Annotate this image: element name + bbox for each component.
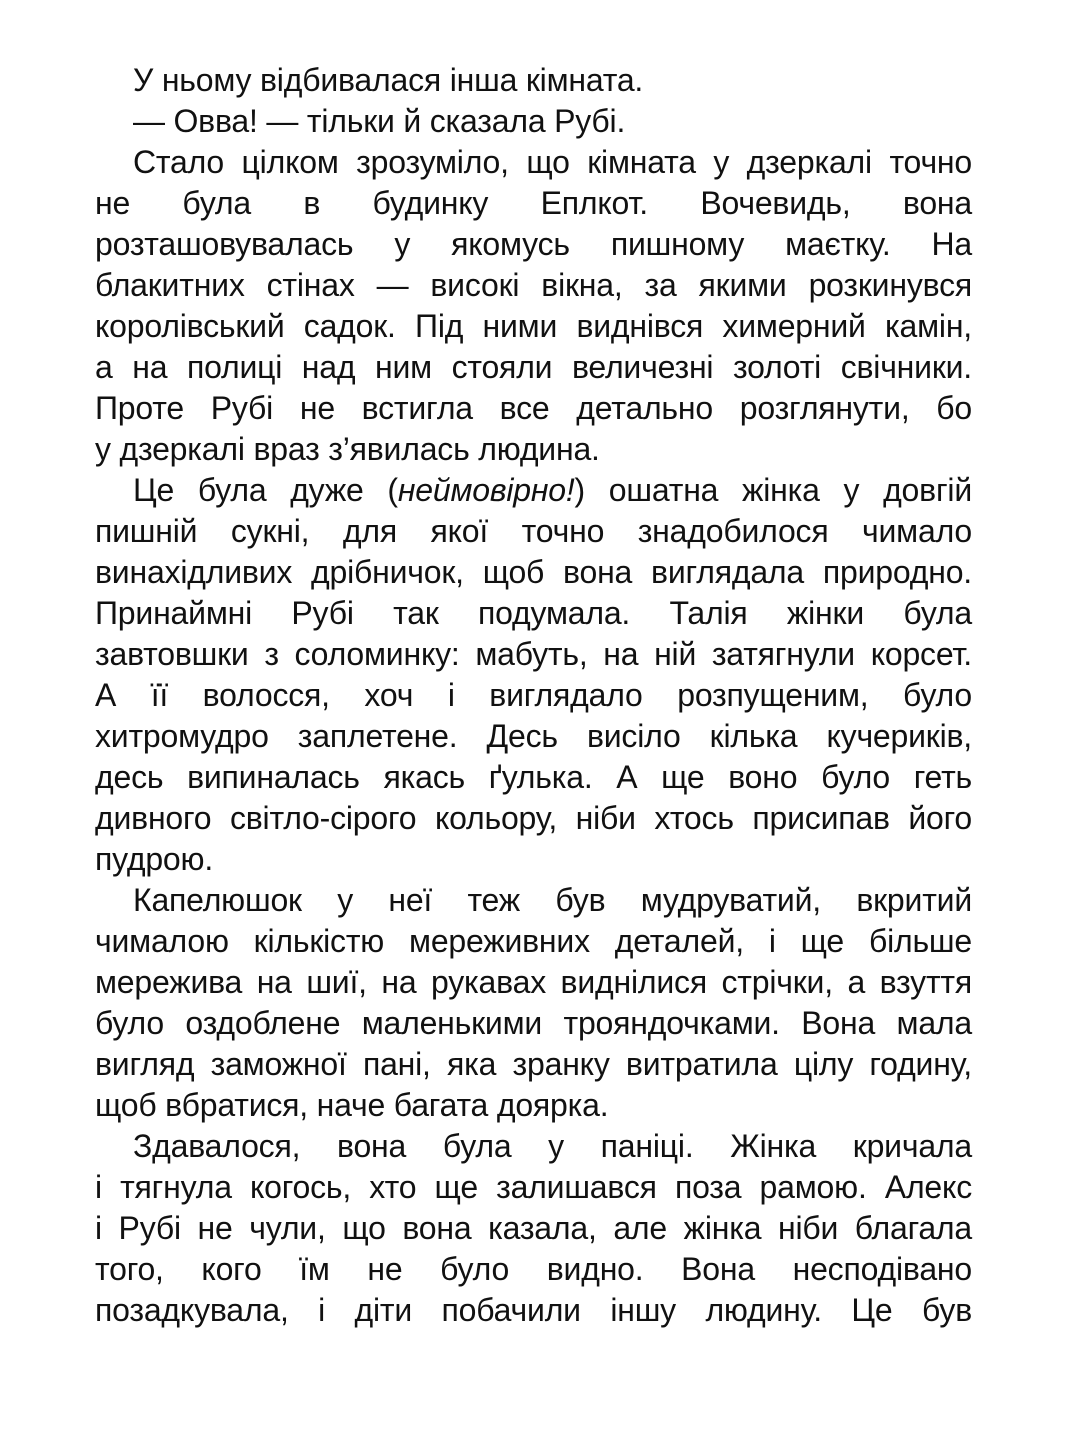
text-line: і тягнула когось, хто ще залишався поза рамою. Алекс [95, 1169, 972, 1205]
text-line: мережива на шиї, на рукавах виднілися стрічки, а взуття [95, 964, 972, 1000]
text-line: було оздоблене маленькими трояндочками. Вона мала [95, 1005, 972, 1041]
text-line: Капелюшок у неї теж був мудруватий, вкритий [133, 882, 972, 918]
paragraph [95, 60, 972, 101]
text-line: і Рубі не чули, що вона казала, але жінка ніби благала [95, 1210, 972, 1246]
paragraph [95, 101, 972, 142]
text-line: Проте Рубі не встигла все детально розглянути, бо [95, 390, 972, 426]
text-line: Стало цілком зрозуміло, що кімната у дзеркалі точно [133, 144, 972, 180]
text-line: позадкувала, і діти побачили іншу людину. Це був [95, 1292, 972, 1328]
text-line: хитромудро заплетене. Десь висіло кілька кучериків, [95, 718, 972, 754]
text-line: десь випиналась якась ґулька. А ще воно було геть [95, 759, 972, 795]
text-line: розташовувалась у якомусь пишному маєтку. На [95, 226, 972, 262]
paragraph [95, 1126, 972, 1331]
text-line [95, 470, 972, 511]
text-line: вигляд заможної пані, яка зранку витратила цілу годину, [95, 1046, 972, 1082]
book-page [95, 60, 972, 1331]
text-line: — Овва! — тільки й сказала Рубі. [133, 103, 626, 139]
text-line: винахідливих дрібничок, щоб вона виглядала природно. [95, 554, 972, 590]
paragraph [95, 142, 972, 470]
italic-emphasis: неймовірно! [397, 472, 575, 508]
text-line: Здавалося, вона була у паніці. Жінка кричала [133, 1128, 972, 1164]
text-line: не була в будинку Еплкот. Вочевидь, вона [95, 185, 972, 221]
paragraph [95, 880, 972, 1126]
text-line: пишній сукні, для якої точно знадобилося чимало [95, 513, 972, 549]
text-line: пудрою. [95, 841, 214, 877]
text-run: Це була дуже ( [133, 472, 398, 508]
text-line: А її волосся, хоч і виглядало розпущеним, було [95, 677, 972, 713]
text-line: Принаймні Рубі так подумала. Талія жінки була [95, 595, 972, 631]
text-run: ) ошатна жінка у довгій [574, 472, 973, 508]
text-line: того, кого їм не було видно. Вона несподівано [95, 1251, 972, 1287]
text-line: королівський садок. Під ними виднівся химерний камін, [95, 308, 972, 344]
text-line: чималою кількістю мереживних деталей, і ще більше [95, 923, 972, 959]
text-line: дивного світло-сірого кольору, ніби хтось присипав його [95, 800, 972, 836]
text-line: блакитних стінах — високі вікна, за якими розкинувся [95, 267, 972, 303]
text-line: завтовшки з соломинку: мабуть, на ній затягнули корсет. [95, 636, 972, 672]
text-line: а на полиці над ним стояли величезні золоті свічники. [95, 349, 972, 385]
paragraph [95, 470, 972, 880]
text-line: щоб вбратися, наче багата доярка. [95, 1087, 609, 1123]
text-line: у дзеркалі враз з’явилась людина. [95, 431, 600, 467]
text-line: У ньому відбивалася інша кімната. [133, 62, 644, 98]
